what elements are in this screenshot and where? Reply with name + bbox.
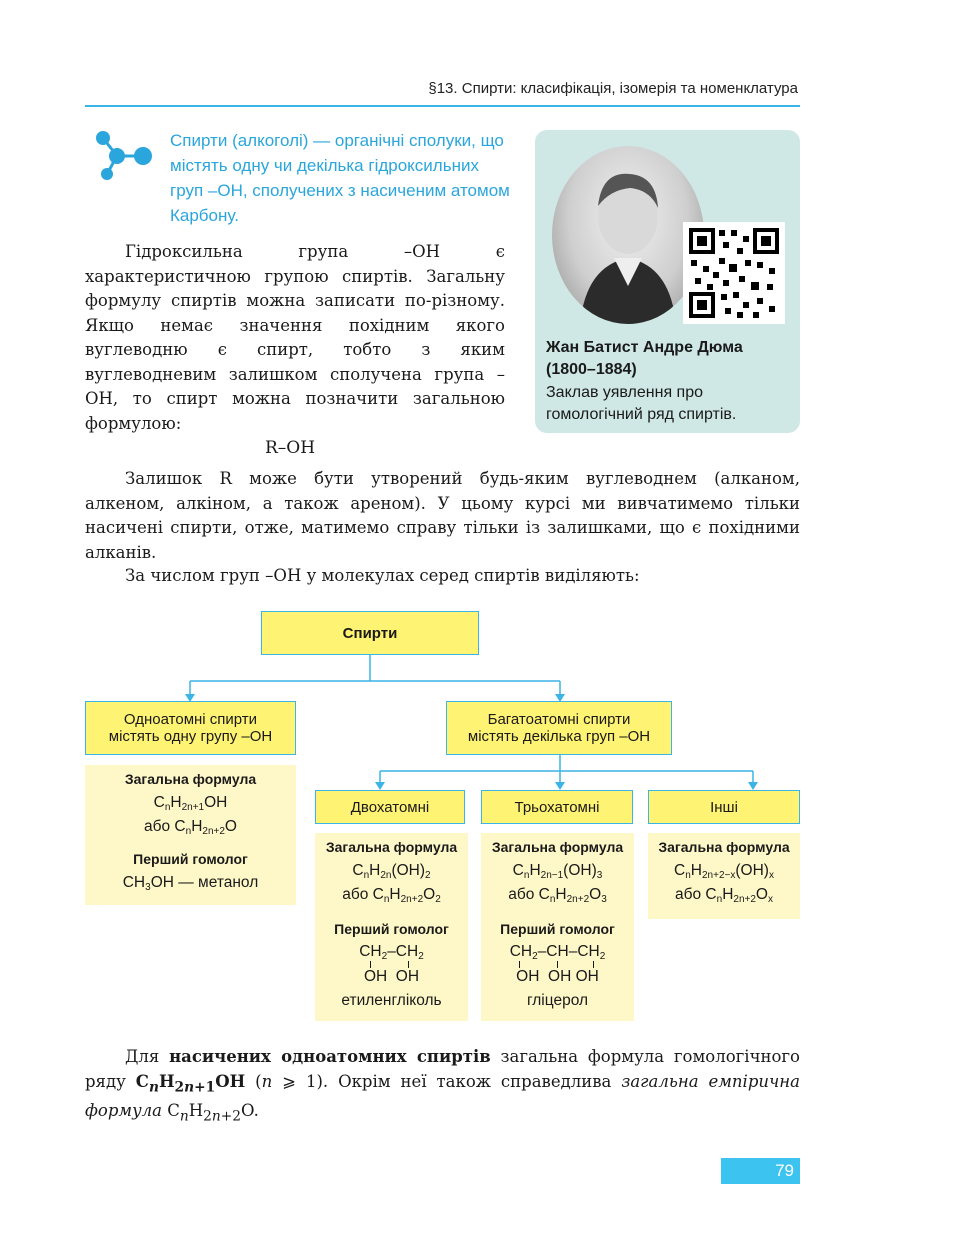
mono-panel xyxy=(85,765,296,905)
other-panel xyxy=(648,833,800,919)
scientist-name: Жан Батист Андре Дюма (1800–1884) xyxy=(546,339,743,378)
triatomic-formula-2: або $C_nH_{2n+2}O_3$ xyxy=(508,886,607,905)
header-divider xyxy=(85,105,800,107)
mono-general-label: Загальна формула xyxy=(124,771,257,787)
triatomic-formula-1: $C_nH_{2n-1}(OH)_3$ xyxy=(512,862,603,881)
mono-title: Одноатомні спирти xyxy=(123,711,258,728)
residue-paragraph: Залишок R може бути утворений будь-яким вуглеводнем (алканом, алкеном, алкіном, а також ареном). У цьому курсі ми вивчатимемо тільки насичені спирти, отже, матимемо справу тільки із залишками, що є похідними алканів. xyxy=(85,469,800,562)
other-formula-1: $C_nH_{2n+2-x}(OH)_x$ xyxy=(674,862,774,881)
triatomic-homolog-label: Перший гомолог xyxy=(500,921,615,937)
poly-title: Багатоатомні спирти xyxy=(487,711,631,728)
definition-text: Спирти (алкоголі) — органічні сполуки, що містять одну чи декілька гідроксильних груп –ОН, сполучених з насиченим атомом Карбону. xyxy=(170,131,510,225)
triatomic-general-label: Загальна формула xyxy=(491,839,624,855)
mono-formula-1: $C_nH_{2n+1}OH$ xyxy=(153,794,228,813)
other-box: Інші xyxy=(648,790,800,824)
diatomic-formula-2: або $C_nH_{2n+2}O_2$ xyxy=(342,886,441,905)
triatomic-box: Трьохатомні xyxy=(481,790,633,824)
triatomic-panel xyxy=(481,833,634,1021)
final-paragraph: Для насичених одноатомних спиртів загальна формула гомологічного ряду $C_nH_{2n+1}OH$ (n ⩾ 1). Окрім неї також справедлива загальна емпірична формула $C_nH_{2n+2}O$. xyxy=(85,1047,800,1125)
groups-paragraph: За числом груп –ОН у молекулах серед спиртів виділяють: xyxy=(125,566,640,585)
diatomic-homolog-label: Перший гомолог xyxy=(334,921,449,937)
root-box: Спирти xyxy=(261,611,479,655)
diatomic-panel xyxy=(315,833,468,1021)
mono-homolog: $CH_3OH$ — метанол xyxy=(122,874,259,893)
glycerol-name: гліцерол xyxy=(526,992,589,1009)
ethylene-glycol-name: етиленгліколь xyxy=(341,992,442,1009)
poly-subtitle: містять декілька груп –ОН xyxy=(467,728,651,745)
general-formula: R–OH xyxy=(265,438,316,458)
mono-subtitle: містять одну групу –ОН xyxy=(108,728,273,745)
poly-box xyxy=(446,701,672,755)
mono-formula-2: або $C_nH_{2n+2}O$ xyxy=(144,818,237,837)
mono-homolog-label: Перший гомолог xyxy=(133,851,248,867)
homolog-formula: $C_nH_{2n+1}OH$ xyxy=(135,1071,246,1095)
diatomic-formula-1: $C_nH_{2n}(OH)_2$ xyxy=(352,862,431,881)
ethylene-glycol-structure: $CH_2-CH_2$ OH OH xyxy=(359,943,424,985)
other-general-label: Загальна формула xyxy=(658,839,790,855)
portrait-drawing xyxy=(552,146,704,324)
portrait-image xyxy=(552,146,704,324)
section-header: §13. Спирти: класифікація, ізомерія та номенклатура xyxy=(428,80,798,97)
scientist-description: Заклав уявлення про гомологічний ряд спиртів. xyxy=(546,384,737,423)
qr-code-icon[interactable] xyxy=(683,222,785,324)
empirical-formula: $C_nH_{2n+2}O$. xyxy=(167,1101,259,1125)
molecule-icon xyxy=(93,130,155,182)
classification-diagram xyxy=(85,605,805,1035)
other-formula-2: або $C_nH_{2n+2}O_x$ xyxy=(675,886,773,905)
page-number: 79 xyxy=(721,1158,800,1184)
diatomic-general-label: Загальна формула xyxy=(325,839,458,855)
glycerol-structure: $CH_2-CH-CH_2$ OH OH OH xyxy=(509,943,606,985)
mono-box xyxy=(85,701,296,755)
qr-code-pattern xyxy=(683,222,785,324)
diatomic-box: Двохатомні xyxy=(315,790,465,824)
intro-paragraph: Гідроксильна група –ОН є характеристичною групою спиртів. Загальну формулу спиртів можна записати по-різному. Якщо немає значення похідним якого вуглеводню є спирт, тобто з яким вуглеводневим залишком сполучена група –ОН, то спирт можна позначити загальною формулою: xyxy=(85,242,505,433)
